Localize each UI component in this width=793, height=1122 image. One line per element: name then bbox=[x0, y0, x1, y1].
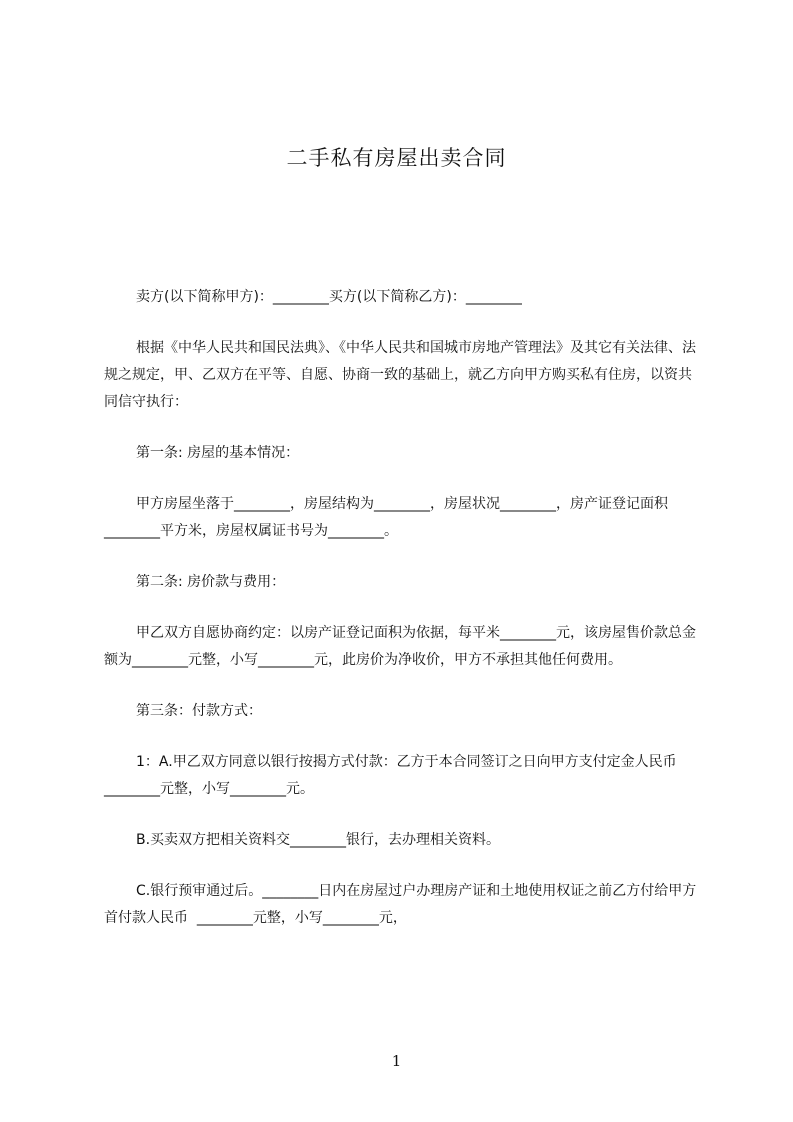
article-1-body: 甲方房屋坐落于________，房屋结构为________，房屋状况________，房产证登记面积________平方米，房屋权属证书号为________。 bbox=[104, 496, 668, 539]
article-2-body: 甲乙双方自愿协商约定：以房产证登记面积为依据，每平米________元，该房屋售价款总金额为________元整，小写________元，此房价为净收价，甲方不承担其他任何费用。 bbox=[104, 625, 696, 668]
article-3-item-b: B.买卖双方把相关资料交________银行，去办理相关资料。 bbox=[136, 832, 501, 848]
parties-line: 卖方(以下简称甲方)：________买方(以下简称乙方)：________ bbox=[136, 289, 522, 305]
document-body bbox=[104, 284, 704, 932]
article-3-item-c: C.银行预审通过后。________日内在房屋过户办理房产证和土地使用权证之前乙方付给甲方首付款人民币 ________元整，小写________元， bbox=[104, 883, 697, 926]
article-2-heading: 第二条: 房价款与费用： bbox=[136, 574, 286, 590]
preamble-paragraph: 根据《中华人民共和国民法典》、《中华人民共和国城市房地产管理法》及其它有关法律、法规之规定，甲、乙双方在平等、自愿、协商一致的基础上，就乙方向甲方购买私有住房，以资共同信守执行： bbox=[104, 340, 696, 410]
article-3-heading: 第三条：付款方式： bbox=[136, 703, 262, 719]
document-title: 二手私有房屋出卖合同 bbox=[286, 146, 507, 170]
page-number: 1 bbox=[391, 1052, 402, 1070]
article-3-item-a: 1：A.甲乙双方同意以银行按揭方式付款：乙方于本合同签订之日向甲方支付定金人民币________元整，小写________元。 bbox=[104, 754, 677, 797]
article-1-heading: 第一条: 房屋的基本情况： bbox=[136, 445, 300, 461]
